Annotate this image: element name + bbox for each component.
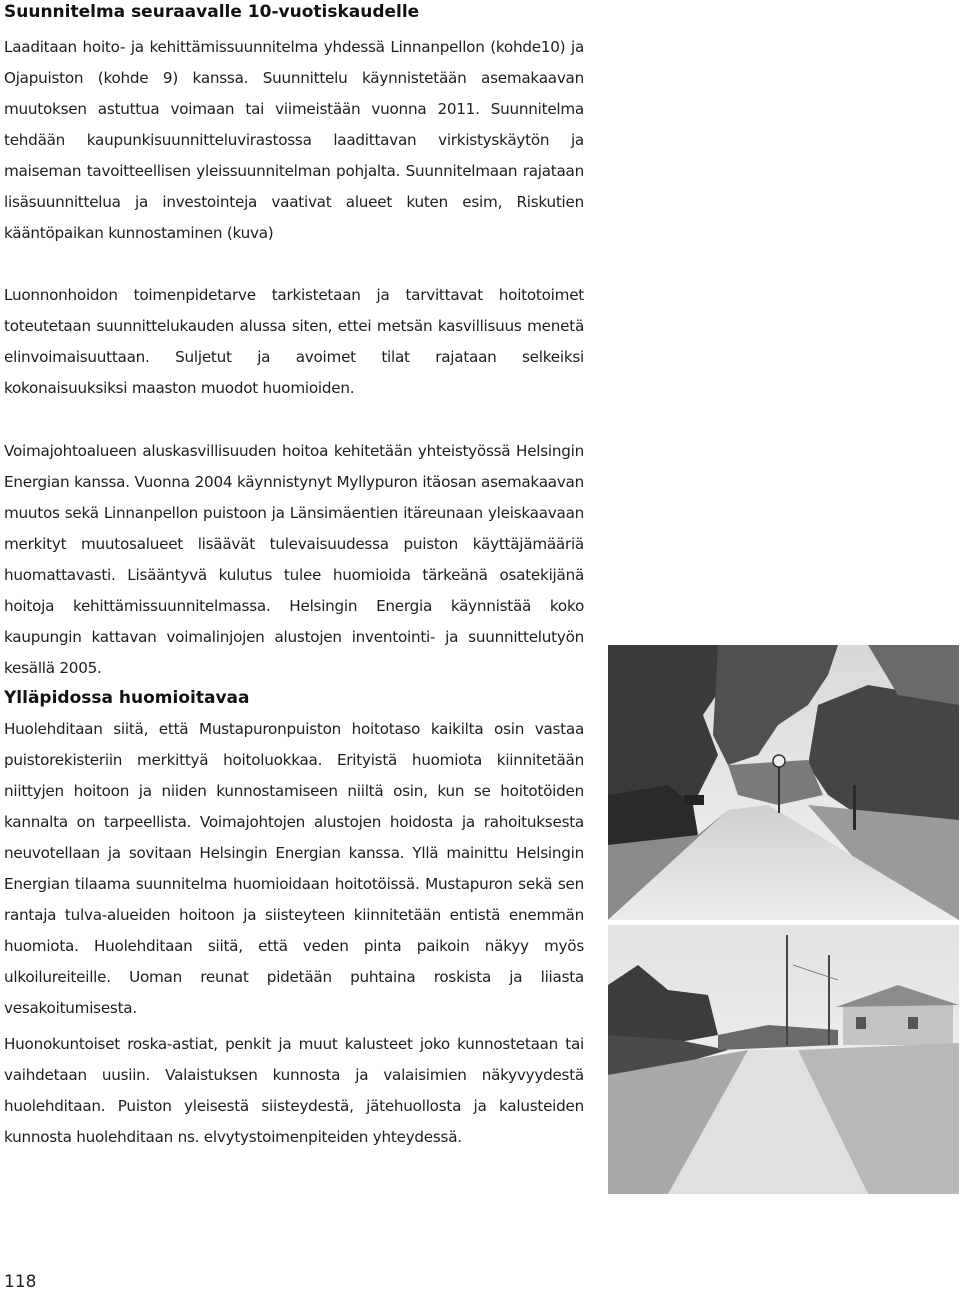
- section-maintenance: [4, 688, 584, 1024]
- section-power-line-area: [4, 436, 584, 684]
- paragraph: Huolehditaan siitä, että Mustapuronpuiston hoitotaso kaikilta osin vastaa puistorekisteriin merkittyä hoitoluokkaa. Erityistä huomiota kiinnitetään niittyjen hoitoon ja niiden kunnostamiseen niiltä osin, kun se hoitotöiden kannalta on tarpeellista. Voimajohtojen alustojen hoidosta ja rahoituksesta neuvotellaan ja sovitaan Helsingin Energian kanssa. Yllä mainittu Helsingin Energian tilaama suunnitelma huomioidaan hoitotöissä. Mustapuron sekä sen rantaja tulva-alueiden hoitoon ja siisteyteen kiinnitetään entistä enemmän huomiota. Huolehditaan siitä, että veden pinta paikoin näkyy myös ulkoilureiteille. Uoman reunat pidetään puhtaina roskista ja liiasta vesakoitumisesta.: [4, 720, 584, 1017]
- section-heading: Ylläpidossa huomioitavaa: [4, 688, 250, 708]
- section-upcoming-plan: [4, 2, 584, 249]
- paragraph: Huonokuntoiset roska-astiat, penkit ja muut kalusteet joko kunnostetaan tai vaihdetaan uusiin. Valaistuksen kunnosta ja valaisimien näkyvyydestä huolehditaan. Puiston yleisestä siisteydestä, jätehuollosta ja kalusteiden kunnosta huolehditaan ns. elvytystoimenpiteiden yhteydessä.: [4, 1035, 584, 1146]
- paragraph: Luonnonhoidon toimenpidetarve tarkistetaan ja tarvittavat hoitotoimet toteutetaan suunnittelukauden alussa siten, ettei metsän kasvillisuus menetä elinvoimaisuuttaan. Suljetut ja avoimet tilat rajataan selkeiksi kokonaisuuksiksi maaston muodot huomioiden.: [4, 286, 584, 397]
- paragraph: Voimajohtoalueen aluskasvillisuuden hoitoa kehitetään yhteistyössä Helsingin Energian kanssa. Vuonna 2004 käynnistynyt Myllypuron itäosan asemakaavan muutos sekä Linnanpellon puistoon ja Länsimäentien itäreunaan yleiskaavaan merkityt muutosalueet lisäävät tulevaisuudessa puiston käyttäjämääriä huomattavasti. Lisääntyvä kulutus tulee huomioida tärkeänä osatekijänä hoitoja kehittämissuunnitelmassa. Helsingin Energia käynnistää koko kaupungin kattavan voimalinjojen alustojen inventointi- ja suunnittelutyön kesällä 2005.: [4, 442, 584, 677]
- road-houses-photo: [608, 925, 959, 1194]
- photo-column: [608, 645, 959, 1194]
- section-furniture: [4, 1029, 584, 1153]
- section-nature-care: [4, 280, 584, 404]
- road-forest-photo: [608, 645, 959, 920]
- paragraph: Laaditaan hoito- ja kehittämissuunnitelma yhdessä Linnanpellon (kohde10) ja Ojapuiston (kohde 9) kanssa. Suunnittelu käynnistetään asemakaavan muutoksen astuttua voimaan tai viimeistään vuonna 2011. Suunnitelma tehdään kaupunkisuunnitteluvirastossa laadittavan virkistyskäytön ja maiseman tavoitteellisen yleissuunnitelman pohjalta. Suunnitelmaan rajataan lisäsuunnittelua ja investointeja vaativat alueet kuten esim, Riskutien kääntöpaikan kunnostaminen (kuva): [4, 38, 584, 242]
- photo-set: [608, 645, 959, 1194]
- section-heading: Suunnitelma seuraavalle 10-vuotiskaudelle: [4, 2, 420, 22]
- page-number: 118: [4, 1272, 37, 1292]
